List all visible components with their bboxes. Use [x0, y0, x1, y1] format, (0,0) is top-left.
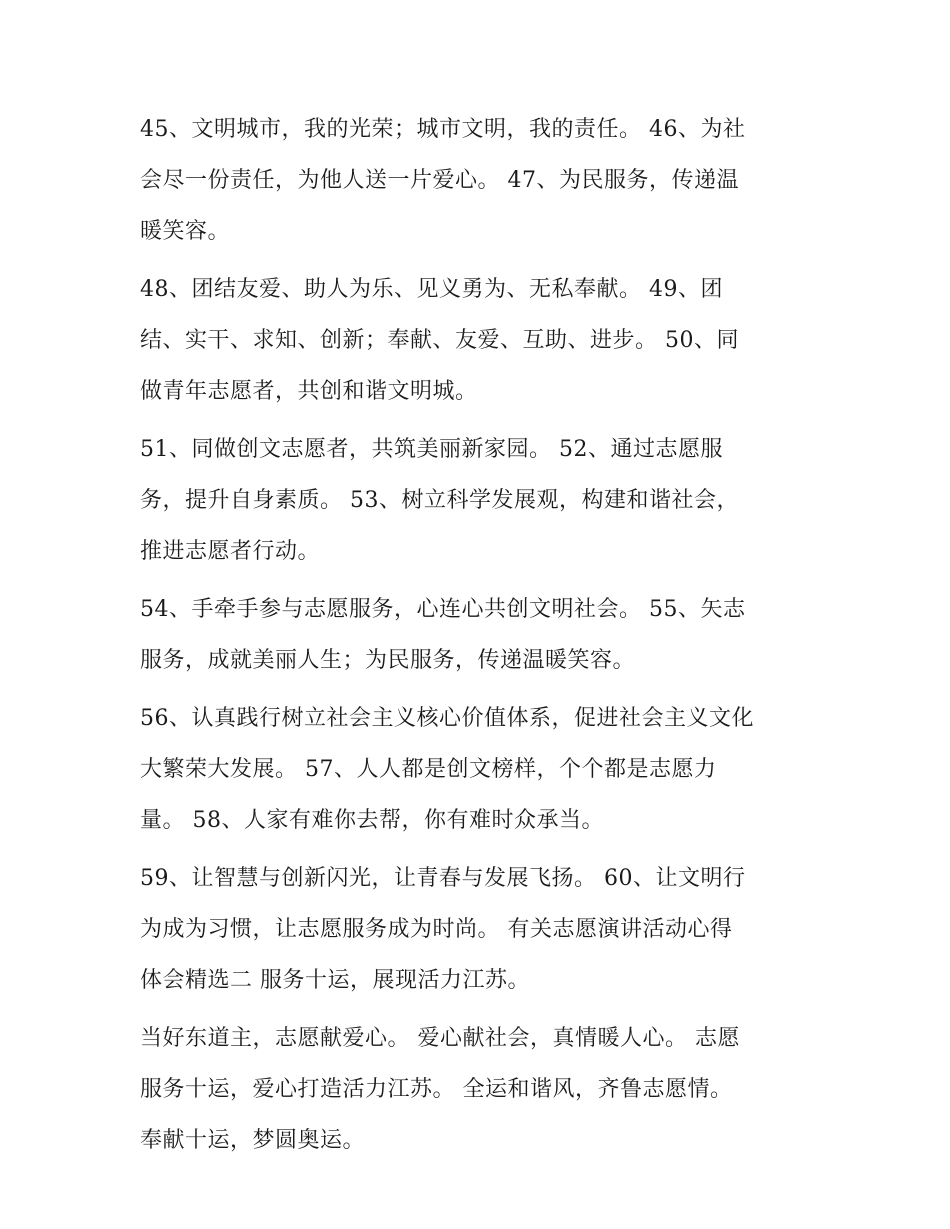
paragraph: [140, 267, 820, 420]
paragraph: [140, 1016, 820, 1169]
text-line: 暖笑容。: [140, 219, 231, 244]
text-line: 当好东道主，志愿献爱心。 爱心献社会，真情暖人心。 志愿: [140, 1026, 740, 1051]
text-line: 大繁荣大发展。 57、人人都是创文榜样，个个都是志愿力: [140, 757, 717, 782]
text-line: 54、手牵手参与志愿服务，心连心共创文明社会。 55、矢志: [140, 597, 746, 622]
text-line: 体会精选二 服务十运，展现活力江苏。: [140, 968, 530, 993]
paragraph: [140, 427, 820, 580]
text-line: 务，提升自身素质。 53、树立科学发展观，构建和谐社会，: [140, 488, 739, 513]
text-line: 量。 58、人家有难你去帮，你有难时众承当。: [140, 808, 604, 833]
text-line: 48、团结友爱、助人为乐、见义勇为、无私奉献。 49、团: [140, 277, 723, 302]
text-line: 奉献十运，梦圆奥运。: [140, 1128, 366, 1153]
text-line: 推进志愿者行动。: [140, 539, 321, 564]
text-line: 服务，成就美丽人生；为民服务，传递温暖笑容。: [140, 648, 636, 673]
text-line: 会尽一份责任，为他人送一片爱心。 47、为民服务，传递温: [140, 168, 739, 193]
text-line: 服务十运，爱心打造活力江苏。 全运和谐风，齐鲁志愿情。: [140, 1077, 733, 1102]
paragraph: [140, 696, 820, 849]
paragraph: [140, 856, 820, 1009]
text-line: 51、同做创文志愿者，共筑美丽新家园。 52、通过志愿服: [140, 437, 723, 462]
text-line: 做青年志愿者，共创和谐文明城。: [140, 379, 478, 404]
text-line: 56、认真践行树立社会主义核心价值体系，促进社会主义文化: [140, 706, 754, 731]
text-line: 59、让智慧与创新闪光，让青春与发展飞扬。 60、让文明行: [140, 866, 746, 891]
paragraph: [140, 107, 820, 260]
paragraph: [140, 587, 820, 689]
text-line: 结、实干、求知、创新；奉献、友爱、互助、进步。 50、同: [140, 328, 739, 353]
text-line: 为成为习惯，让志愿服务成为时尚。 有关志愿演讲活动心得: [140, 917, 733, 942]
body-text: [140, 107, 820, 1176]
text-line: 45、文明城市，我的光荣；城市文明，我的责任。 46、为社: [140, 117, 746, 142]
